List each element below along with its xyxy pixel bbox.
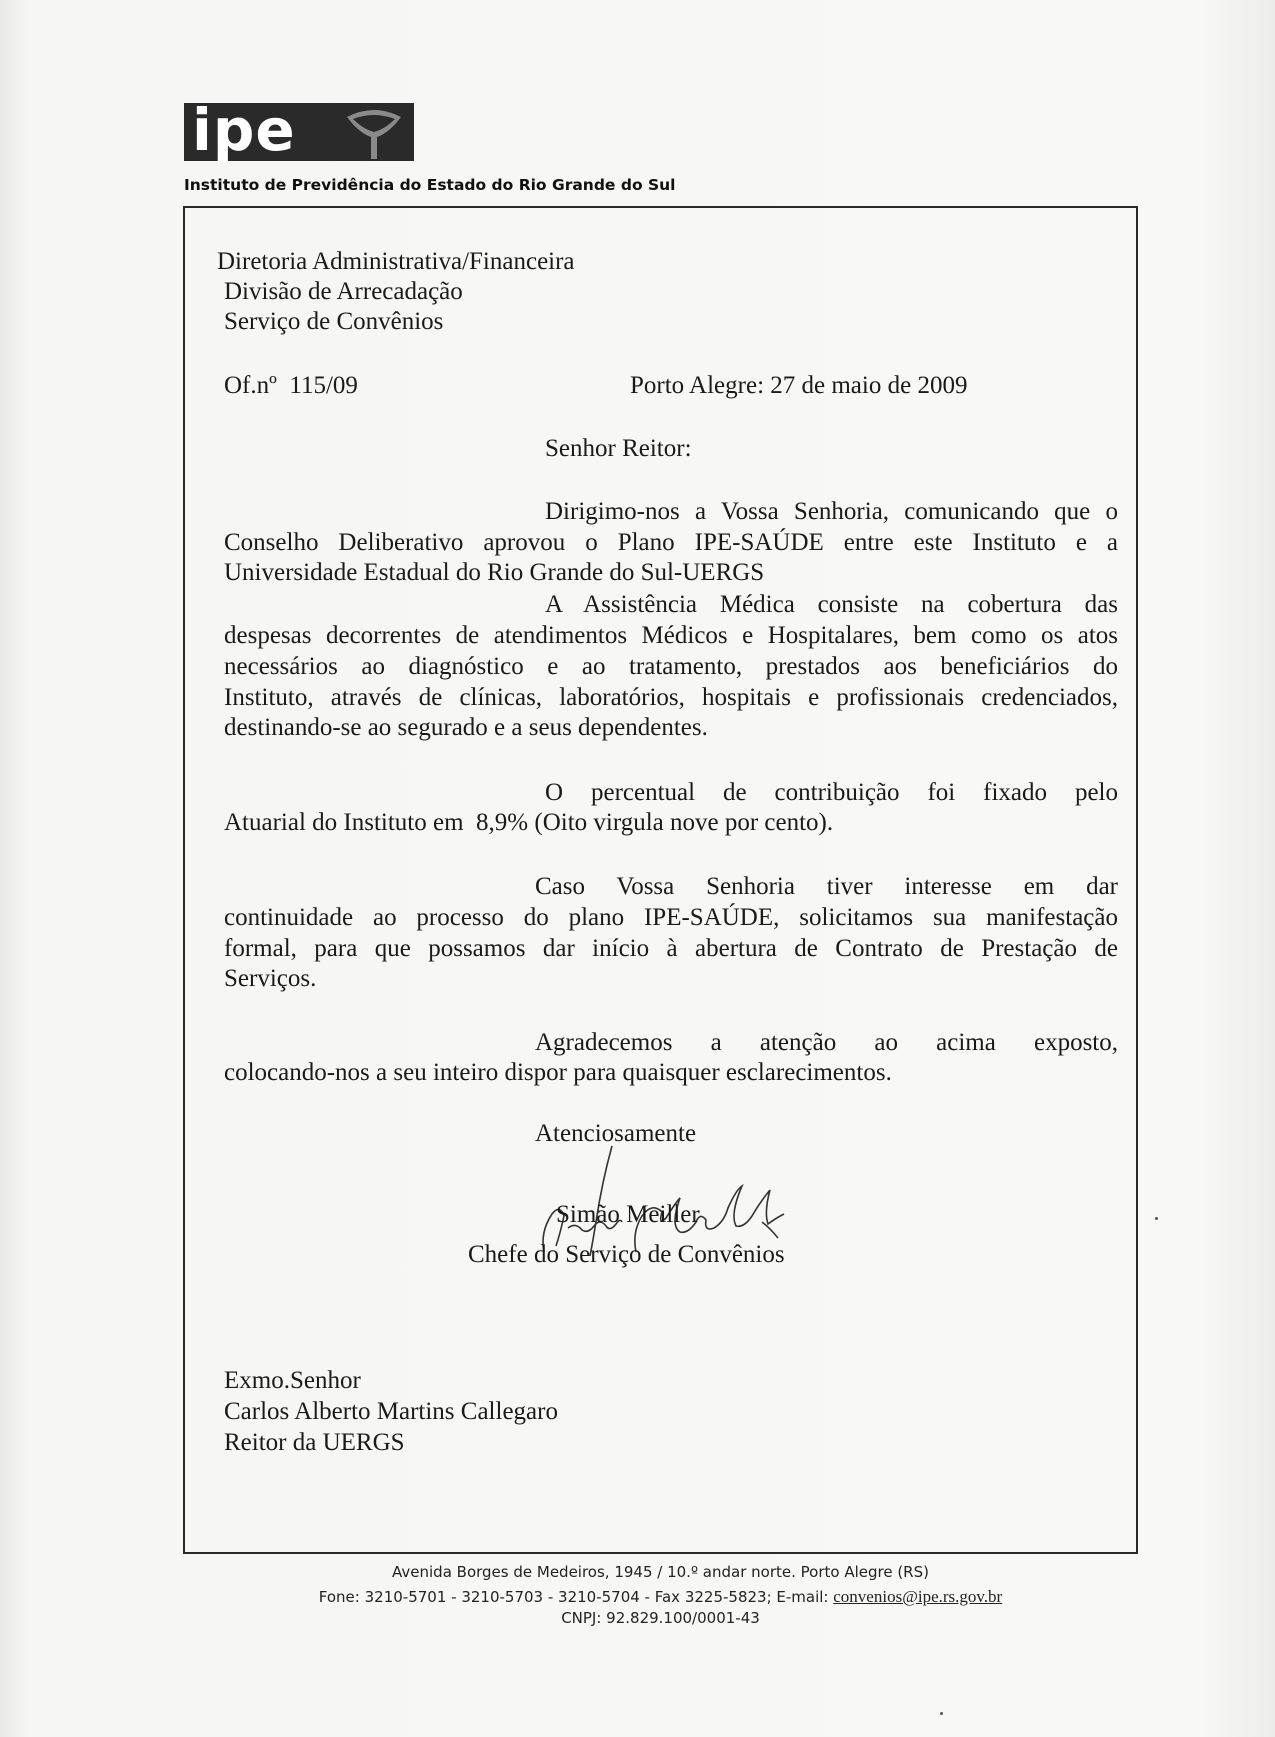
recipient-name: Carlos Alberto Martins Callegaro — [224, 1398, 558, 1425]
paragraph-1-line-2: Conselho Deliberativo aprovou o Plano IPE-SAÚDE entre este Instituto e a — [224, 529, 1118, 556]
recipient-title: Reitor da UERGS — [224, 1429, 405, 1456]
place-date: Porto Alegre: 27 de maio de 2009 — [630, 372, 968, 399]
sender-service: Serviço de Convênios — [224, 308, 444, 335]
recipient-salutation: Exmo.Senhor — [224, 1367, 361, 1394]
footer-phones: Fone: 3210-5701 - 3210-5703 - 3210-5704 - Fax 3225-5823; E-mail: — [318, 1588, 834, 1606]
paragraph-2-line-5: destinando-se ao segurado e a seus dependentes. — [224, 714, 708, 741]
sender-division: Divisão de Arrecadação — [224, 278, 463, 305]
ipe-logo — [184, 96, 414, 164]
paragraph-1-line-3: Universidade Estadual do Rio Grande do Sul-UERGS — [224, 559, 765, 586]
scan-speck — [940, 1712, 943, 1715]
footer-email-link[interactable]: convenios@ipe.rs.gov.br — [833, 1587, 1003, 1606]
institute-name: Instituto de Previdência do Estado do Rio Grande do Sul — [184, 176, 676, 194]
signer-title: Chefe do Serviço de Convênios — [468, 1241, 785, 1268]
paragraph-3-line-2: Atuarial do Instituto em 8,9% (Oito virgula nove por cento). — [224, 809, 834, 836]
valediction: Atenciosamente — [535, 1120, 697, 1147]
letter-number: Of.nº 115/09 — [224, 372, 358, 399]
paragraph-2-line-1: A Assistência Médica consiste na cobertura das — [545, 591, 1118, 618]
paragraph-2-line-3: necessários ao diagnóstico e ao tratamento, prestados aos beneficiários do — [224, 653, 1118, 680]
paragraph-1-line-1: Dirigimo-nos a Vossa Senhoria, comunicando que o — [545, 498, 1118, 525]
signer-name: Simão Meiller — [556, 1201, 700, 1228]
paragraph-2-line-4: Instituto, através de clínicas, laboratórios, hospitais e profissionais credenciados, — [224, 684, 1118, 711]
paragraph-4-line-2: continuidade ao processo do plano IPE-SAÚDE, solicitamos sua manifestação — [224, 904, 1118, 931]
footer-address: Avenida Borges de Medeiros, 1945 / 10.º andar norte. Porto Alegre (RS) — [392, 1563, 929, 1581]
paragraph-4-line-4: Serviços. — [224, 965, 317, 992]
paragraph-2-line-2: despesas decorrentes de atendimentos Médicos e Hospitalares, bem como os atos — [224, 622, 1118, 649]
salutation: Senhor Reitor: — [545, 435, 692, 462]
paragraph-3-line-1: O percentual de contribuição foi fixado pelo — [545, 779, 1118, 806]
paragraph-4-line-3: formal, para que possamos dar início à abertura de Contrato de Prestação de — [224, 935, 1118, 962]
paragraph-5-line-2: colocando-nos a seu inteiro dispor para quaisquer esclarecimentos. — [224, 1059, 892, 1086]
sender-directorate: Diretoria Administrativa/Financeira — [217, 248, 575, 275]
umbrella-symbol-icon — [339, 107, 409, 159]
paragraph-5-line-1: Agradecemos a atenção ao acima exposto, — [535, 1029, 1118, 1056]
scan-speck — [1155, 1217, 1158, 1220]
footer-contacts — [183, 1587, 1138, 1607]
paragraph-4-line-1: Caso Vossa Senhoria tiver interesse em dar — [535, 873, 1118, 900]
footer-cnpj: CNPJ: 92.829.100/0001-43 — [561, 1609, 760, 1627]
logo-text: ipe — [192, 96, 296, 164]
